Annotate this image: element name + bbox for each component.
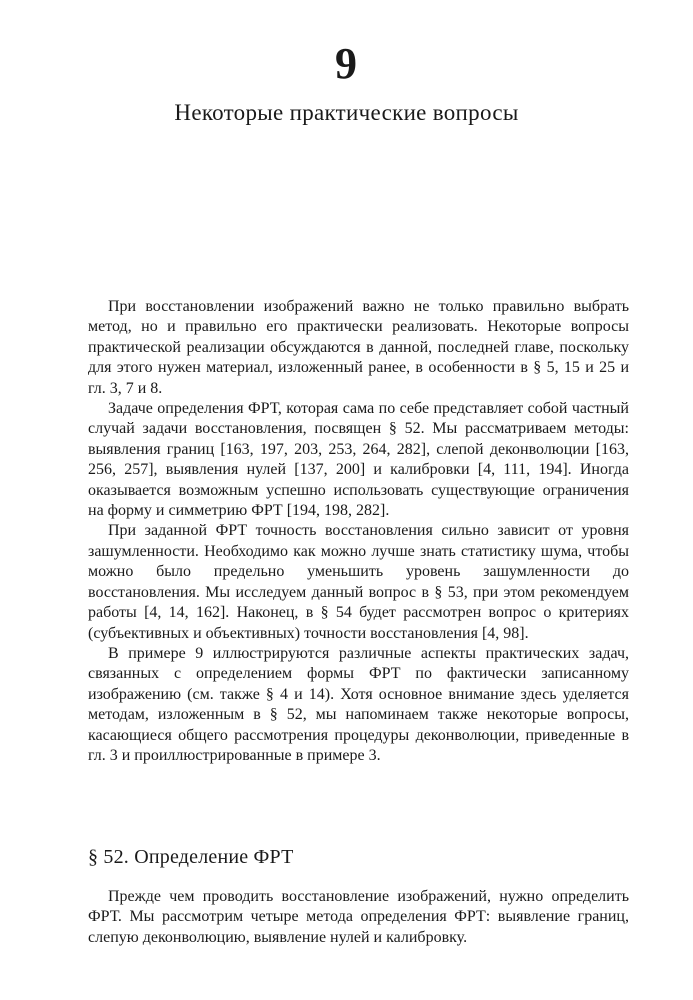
paragraph-text: При восстановлении изображений важно не только правильно выбрать метод, но и правильно его практически реализовать. Некоторые вопросы практической реализации обсуждаются в данной, последней главе, поскольку для этого нужен материал, изложенный ранее, в особенности в § 5, 15 и 25 и гл. 3, 7 и 8. <box>88 298 629 397</box>
paragraph-text: При заданной ФРТ точность восстановления сильно зависит от уровня зашумленности. Необходимо как можно лучше знать статистику шума, чтобы можно было предельно уменьшить уровень зашумленности до восстановления. Мы исследуем данный вопрос в § 53, при этом рекомендуем работы [4, 14, 162]. Наконец, в § 54 будет рассмотрен вопрос о критериях (субъективных и объективных) точности восстановления [4, 98]. <box>88 522 629 642</box>
paragraph <box>88 297 629 399</box>
paragraph <box>88 887 629 948</box>
chapter-number: 9 <box>335 39 358 88</box>
chapter-title: Некоторые практические вопросы <box>174 100 519 125</box>
paragraph-text: В примере 9 иллюстрируются различные аспекты практических задач, связанных с определением формы ФРТ по фактически записанному изображению (см. также § 4 и 14). Хотя основное внимание здесь уделяется методам, изложенным в § 52, мы напоминаем также некоторые вопросы, касающиеся общего рассмотрения процедуры деконволюции, приведенные в гл. 3 и проиллюстрированные в примере 3. <box>88 644 629 764</box>
chapter-intro <box>88 297 629 766</box>
paragraph <box>88 399 629 521</box>
section-body <box>88 887 629 948</box>
section-heading: § 52. Определение ФРТ <box>88 846 294 868</box>
paragraph <box>88 644 629 766</box>
paragraph <box>88 521 629 643</box>
paragraph-text: Задаче определения ФРТ, которая сама по себе представляет собой частный случай задачи восстановления, посвящен § 52. Мы рассматриваем методы: выявления границ [163, 197, 203, 253, 264, 282], слепой деконволюции [163, 256, 257], выявления нулей [137, 200] и калибровки [4, 111, 194]. Иногда оказывается возможным успешно использовать существующие ограничения на форму и симметрию ФРТ [194, 198, 282]. <box>88 400 629 520</box>
paragraph-text: Прежде чем проводить восстановление изображений, нужно определить ФРТ. Мы рассмотрим четыре метода определения ФРТ: выявление границ, слепую деконволюцию, выявление нулей и калибровку. <box>88 888 629 946</box>
